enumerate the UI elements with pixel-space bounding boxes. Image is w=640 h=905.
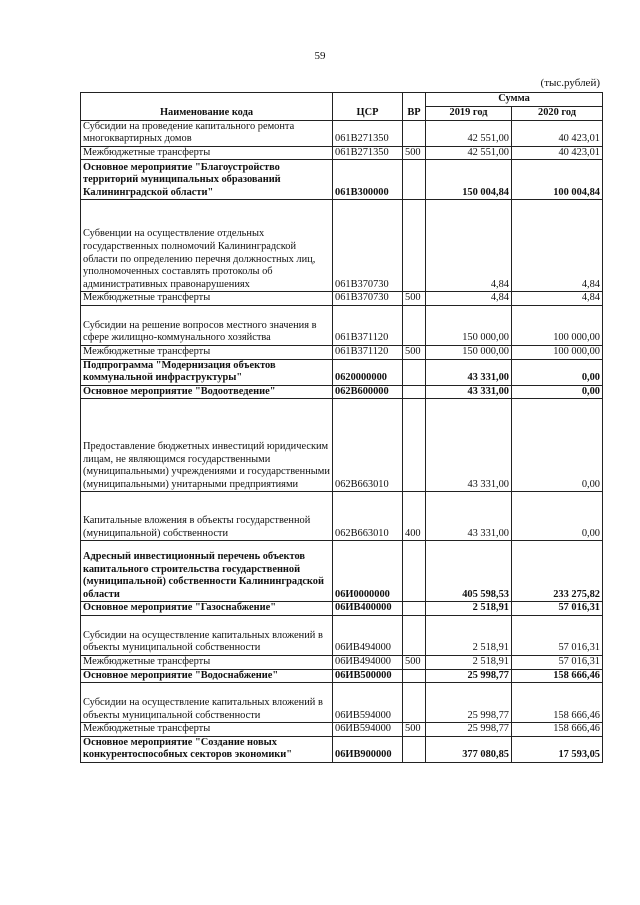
page-number: 59 <box>314 50 326 62</box>
row-sum-2020: 57 016,31 <box>512 615 603 655</box>
header-vr: ВР <box>403 93 426 121</box>
row-sum-2019: 43 331,00 <box>426 385 512 399</box>
row-sum-2020: 158 666,46 <box>512 683 603 723</box>
row-sum-2020: 57 016,31 <box>512 655 603 669</box>
row-csr: 061B300000 <box>333 160 403 200</box>
row-name: Основное мероприятие "Газоснабжение" <box>81 602 333 616</box>
row-name: Предоставление бюджетных инвестиций юридическим лицам, не являющимся государственными (муниципальными) учреждениями и государственными (муниципальными) унитарными предприятиями <box>81 399 333 492</box>
row-name: Субсидии на решение вопросов местного значения в сфере жилищно-коммунального хозяйства <box>81 305 333 345</box>
row-name: Межбюджетные трансферты <box>81 146 333 160</box>
row-vr <box>403 615 426 655</box>
row-sum-2019: 43 331,00 <box>426 399 512 492</box>
table-row <box>81 160 603 200</box>
row-sum-2020: 100 000,00 <box>512 345 603 359</box>
row-sum-2019: 25 998,77 <box>426 669 512 683</box>
row-name: Основное мероприятие "Создание новых конкурентоспособных секторов экономики" <box>81 736 333 762</box>
row-sum-2020: 40 423,01 <box>512 120 603 146</box>
row-sum-2020: 233 275,82 <box>512 541 603 602</box>
row-csr: 06ИB494000 <box>333 655 403 669</box>
row-sum-2019: 43 331,00 <box>426 359 512 385</box>
table-row <box>81 200 603 292</box>
row-csr: 061B271350 <box>333 120 403 146</box>
row-sum-2020: 0,00 <box>512 385 603 399</box>
row-sum-2020: 40 423,01 <box>512 146 603 160</box>
row-sum-2020: 17 593,05 <box>512 736 603 762</box>
header-year-2019: 2019 год <box>426 106 512 120</box>
row-name: Межбюджетные трансферты <box>81 292 333 306</box>
row-name: Капитальные вложения в объекты государственной (муниципальной) собственности <box>81 492 333 541</box>
row-name: Субсидии на проведение капитального ремонта многоквартирных домов <box>81 120 333 146</box>
table-row <box>81 492 603 541</box>
row-vr <box>403 160 426 200</box>
row-csr: 062B663010 <box>333 492 403 541</box>
row-csr: 061B370730 <box>333 200 403 292</box>
table-row <box>81 305 603 345</box>
row-csr: 061B371120 <box>333 305 403 345</box>
budget-table <box>80 92 603 763</box>
row-vr <box>403 669 426 683</box>
row-sum-2019: 25 998,77 <box>426 723 512 737</box>
row-name: Субсидии на осуществление капитальных вложений в объекты муниципальной собственности <box>81 683 333 723</box>
row-sum-2020: 0,00 <box>512 492 603 541</box>
row-sum-2019: 2 518,91 <box>426 602 512 616</box>
row-sum-2019: 377 080,85 <box>426 736 512 762</box>
row-csr: 06ИB594000 <box>333 683 403 723</box>
row-csr: 06ИB900000 <box>333 736 403 762</box>
header-year-2020: 2020 год <box>512 106 603 120</box>
table-row <box>81 683 603 723</box>
row-sum-2019: 2 518,91 <box>426 655 512 669</box>
row-sum-2020: 100 000,00 <box>512 305 603 345</box>
row-sum-2019: 43 331,00 <box>426 492 512 541</box>
row-sum-2020: 57 016,31 <box>512 602 603 616</box>
table-row <box>81 602 603 616</box>
row-sum-2019: 150 000,00 <box>426 345 512 359</box>
table-row <box>81 723 603 737</box>
row-sum-2020: 158 666,46 <box>512 669 603 683</box>
row-name: Адресный инвестиционный перечень объектов капитального строительства государственной (муниципальной) собственности Калининградской области <box>81 541 333 602</box>
row-vr <box>403 200 426 292</box>
row-csr: 06ИB400000 <box>333 602 403 616</box>
row-vr <box>403 683 426 723</box>
row-csr: 061B271350 <box>333 146 403 160</box>
row-csr: 061B371120 <box>333 345 403 359</box>
header-csr: ЦСР <box>333 93 403 121</box>
row-sum-2020: 4,84 <box>512 292 603 306</box>
row-csr: 06ИB594000 <box>333 723 403 737</box>
row-sum-2019: 2 518,91 <box>426 615 512 655</box>
row-vr: 500 <box>403 655 426 669</box>
row-vr <box>403 399 426 492</box>
row-vr <box>403 305 426 345</box>
table-row <box>81 345 603 359</box>
row-name: Основное мероприятие "Водоснабжение" <box>81 669 333 683</box>
row-vr: 500 <box>403 723 426 737</box>
row-sum-2019: 4,84 <box>426 292 512 306</box>
row-sum-2020: 0,00 <box>512 399 603 492</box>
table-row <box>81 359 603 385</box>
row-name: Подпрограмма "Модернизация объектов коммунальной инфраструктуры" <box>81 359 333 385</box>
row-vr <box>403 385 426 399</box>
row-csr: 061B370730 <box>333 292 403 306</box>
row-name: Межбюджетные трансферты <box>81 723 333 737</box>
table-row <box>81 655 603 669</box>
row-sum-2019: 405 598,53 <box>426 541 512 602</box>
table-row <box>81 120 603 146</box>
row-csr: 0620000000 <box>333 359 403 385</box>
row-sum-2020: 0,00 <box>512 359 603 385</box>
row-csr: 062B600000 <box>333 385 403 399</box>
row-sum-2019: 4,84 <box>426 200 512 292</box>
table-row <box>81 541 603 602</box>
row-sum-2019: 25 998,77 <box>426 683 512 723</box>
table-row <box>81 615 603 655</box>
row-name: Основное мероприятие "Водоотведение" <box>81 385 333 399</box>
row-vr <box>403 359 426 385</box>
row-vr: 500 <box>403 146 426 160</box>
header-name: Наименование кода <box>81 93 333 121</box>
row-name: Межбюджетные трансферты <box>81 655 333 669</box>
table-row <box>81 385 603 399</box>
row-name: Субвенции на осуществление отдельных государственных полномочий Калининградской области по определению перечня должностных лиц, уполномоченных составлять протоколы об административных правонарушениях <box>81 200 333 292</box>
table-row <box>81 146 603 160</box>
row-sum-2020: 158 666,46 <box>512 723 603 737</box>
table-row <box>81 736 603 762</box>
row-csr: 06ИB494000 <box>333 615 403 655</box>
row-name: Субсидии на осуществление капитальных вложений в объекты муниципальной собственности <box>81 615 333 655</box>
row-csr: 062B663010 <box>333 399 403 492</box>
row-sum-2020: 100 004,84 <box>512 160 603 200</box>
header-sum: Сумма <box>426 93 603 107</box>
row-vr <box>403 736 426 762</box>
row-vr <box>403 541 426 602</box>
row-vr: 400 <box>403 492 426 541</box>
row-vr <box>403 602 426 616</box>
table-row <box>81 292 603 306</box>
row-csr: 06И0000000 <box>333 541 403 602</box>
row-sum-2019: 42 551,00 <box>426 146 512 160</box>
row-csr: 06ИB500000 <box>333 669 403 683</box>
row-sum-2019: 150 004,84 <box>426 160 512 200</box>
row-name: Межбюджетные трансферты <box>81 345 333 359</box>
row-name: Основное мероприятие "Благоустройство территорий муниципальных образований Калининградской области" <box>81 160 333 200</box>
row-sum-2019: 150 000,00 <box>426 305 512 345</box>
table-row <box>81 399 603 492</box>
units-label: (тыс.рублей) <box>540 77 600 89</box>
row-sum-2019: 42 551,00 <box>426 120 512 146</box>
table-row <box>81 669 603 683</box>
row-vr <box>403 120 426 146</box>
row-sum-2020: 4,84 <box>512 200 603 292</box>
row-vr: 500 <box>403 292 426 306</box>
row-vr: 500 <box>403 345 426 359</box>
